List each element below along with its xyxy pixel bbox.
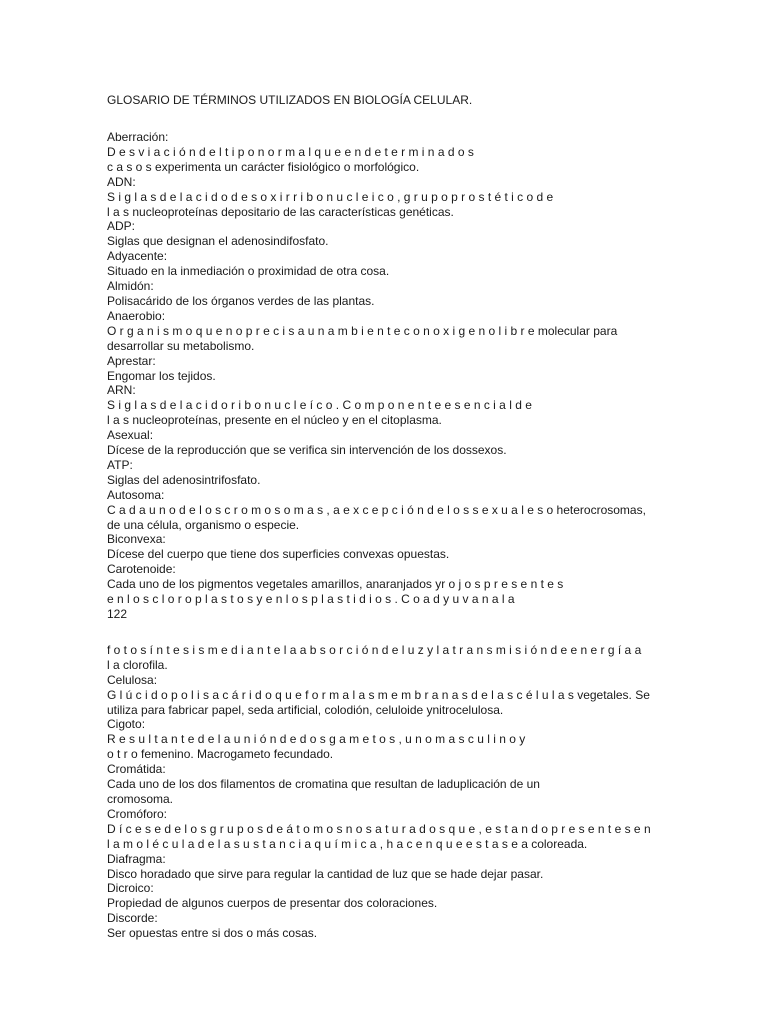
- glossary-entry: [107, 673, 663, 718]
- glossary-part-2: [107, 673, 663, 941]
- definition-line: Siglas que designan el adenosindifosfato.: [107, 234, 329, 249]
- definition-line: de una célula, organismo o especie.: [107, 517, 300, 532]
- definition-line: Propiedad de algunos cuerpos de presentar dos coloraciones.: [107, 896, 438, 911]
- glossary-term: Aberración:: [107, 130, 169, 144]
- glossary-entry: [107, 807, 663, 852]
- definition-line: Cada uno de los pigmentos vegetales amarillos, anaranjados yr o j o s p r e s e n t e s: [107, 577, 564, 592]
- definition-line: D í c e s e d e l o s g r u p o s d e á t o m o s n o s a t u r a d o s q u e , e s t a n d o p r e s e n t e s e n: [107, 821, 651, 836]
- definition-line: Ser opuestas entre si dos o más cosas.: [107, 926, 318, 941]
- glossary-entry: [107, 852, 663, 882]
- definition-line: Siglas del adenosintrifosfato.: [107, 472, 261, 487]
- glossary-entry: [107, 717, 663, 762]
- continued-definition: [107, 643, 663, 673]
- glossary-entry: [107, 249, 663, 279]
- glossary-entry: [107, 354, 663, 384]
- definition-line: O r g a n i s m o q u e n o p r e c i s a u n a m b i e n t e c o n o x i g e n o l i b r e molecular para: [107, 323, 618, 338]
- definition-line: o t r o femenino. Macrogameto fecundado.: [107, 747, 334, 762]
- definition-line: cromosoma.: [107, 791, 174, 806]
- definition-line: e n l o s c l o r o p l a s t o s y e n l o s p l a s t i d i o s . C o a d y u v a n a l a: [107, 592, 515, 607]
- glossary-term: ATP:: [107, 457, 133, 472]
- definition-line: l a s nucleoproteínas depositario de las características genéticas.: [107, 204, 454, 219]
- definition-line: Disco horadado que sirve para regular la cantidad de luz que se hade dejar pasar.: [107, 866, 544, 881]
- glossary-term: ADN:: [107, 174, 136, 189]
- glossary-entry: [107, 130, 663, 175]
- definition-line: G l ú c i d o p o l i s a c á r i d o q u e f o r m a l a s m e m b r a n a s d e l a s c é l u l a s vegetales. Se: [107, 687, 650, 702]
- definition-line: S i g l a s d e l a c i d o r i b o n u c l e í c o . C o m p o n e n t e e s e n c i a l d e: [107, 398, 532, 413]
- definition-line: D e s v i a c i ó n d e l t i p o n o r m a l q u e e n d e t e r m i n a d o s: [107, 144, 474, 159]
- glossary-entry: [107, 219, 663, 249]
- glossary-term: Almidón:: [107, 279, 154, 294]
- glossary-term: Dicroico:: [107, 881, 154, 896]
- glossary-term: Autosoma:: [107, 487, 165, 502]
- glossary-term: Carotenoide:: [107, 562, 176, 577]
- glossary-term: Cromátida:: [107, 762, 166, 777]
- definition-line: Cada uno de los dos filamentos de cromatina que resultan de laduplicación de un: [107, 777, 540, 792]
- definition-line: S i g l a s d e l a c i d o d e s o x i r r i b o n u c l e i c o , g r u p o p r o s t é t i c o d e: [107, 189, 554, 204]
- document-title: GLOSARIO DE TÉRMINOS UTILIZADOS EN BIOLOGÍA CELULAR.: [107, 93, 473, 107]
- definition-line: l a clorofila.: [107, 657, 168, 672]
- definition-line: C a d a u n o d e l o s c r o m o s o m a s , a e x c e p c i ó n d e l o s s e x u a l e s o heterocrosomas,: [107, 502, 646, 517]
- glossary-term: Discorde:: [107, 911, 158, 926]
- glossary-entry: [107, 458, 663, 488]
- glossary-term: Celulosa:: [107, 672, 158, 687]
- definition-line: Dícese del cuerpo que tiene dos superficies convexas opuestas.: [107, 547, 450, 562]
- glossary-entry: [107, 428, 663, 458]
- glossary-term: Anaerobio:: [107, 308, 166, 323]
- glossary-entry: [107, 175, 663, 220]
- glossary-entry: [107, 488, 663, 533]
- glossary-entry: [107, 309, 663, 354]
- definition-line: Situado en la inmediación o proximidad de otra cosa.: [107, 264, 390, 279]
- glossary-term: Biconvexa:: [107, 532, 166, 547]
- definition-line: R e s u l t a n t e d e l a u n i ó n d e d o s g a m e t o s , u n o m a s c u l i n o y: [107, 732, 526, 747]
- definition-line: l a m o l é c u l a d e l a s u s t a n c i a q u í m i c a , h a c e n q u e e s t a s e a coloreada.: [107, 836, 588, 851]
- glossary-term: ARN:: [107, 383, 136, 398]
- glossary-entry: [107, 279, 663, 309]
- glossary-term: ADP:: [107, 219, 136, 234]
- glossary-term: Cigoto:: [107, 717, 146, 732]
- glossary-term: Asexual:: [107, 428, 154, 443]
- glossary-term: Cromóforo:: [107, 806, 168, 821]
- definition-line: f o t o s í n t e s i s m e d i a n t e l a a b s o r c i ó n d e l u z y l a t r a n s m i s i ó n d e e n e r g í a a: [107, 642, 642, 657]
- glossary-entry: [107, 762, 663, 807]
- definition-line: Engomar los tejidos.: [107, 368, 216, 383]
- glossary-part-1: [107, 130, 663, 607]
- page-number: 122: [107, 607, 128, 621]
- definition-line: Dícese de la reproducción que se verifica sin intervención de los dossexos.: [107, 443, 507, 458]
- document-page: [107, 92, 663, 941]
- glossary-term: Aprestar:: [107, 353, 156, 368]
- glossary-entry: [107, 532, 663, 562]
- glossary-entry: [107, 881, 663, 911]
- glossary-term: Diafragma:: [107, 851, 166, 866]
- definition-line: c a s o s experimenta un carácter fisiológico o morfológico.: [107, 159, 420, 174]
- definition-line: utiliza para fabricar papel, seda artificial, colodión, celuloide ynitrocelulosa.: [107, 702, 504, 717]
- definition-line: Polisacárido de los órganos verdes de las plantas.: [107, 293, 375, 308]
- glossary-entry: [107, 562, 663, 607]
- glossary-entry: [107, 383, 663, 428]
- glossary-entry: [107, 911, 663, 941]
- definition-line: desarrollar su metabolismo.: [107, 338, 255, 353]
- definition-line: l a s nucleoproteínas, presente en el núcleo y en el citoplasma.: [107, 413, 442, 428]
- glossary-term: Adyacente:: [107, 249, 168, 264]
